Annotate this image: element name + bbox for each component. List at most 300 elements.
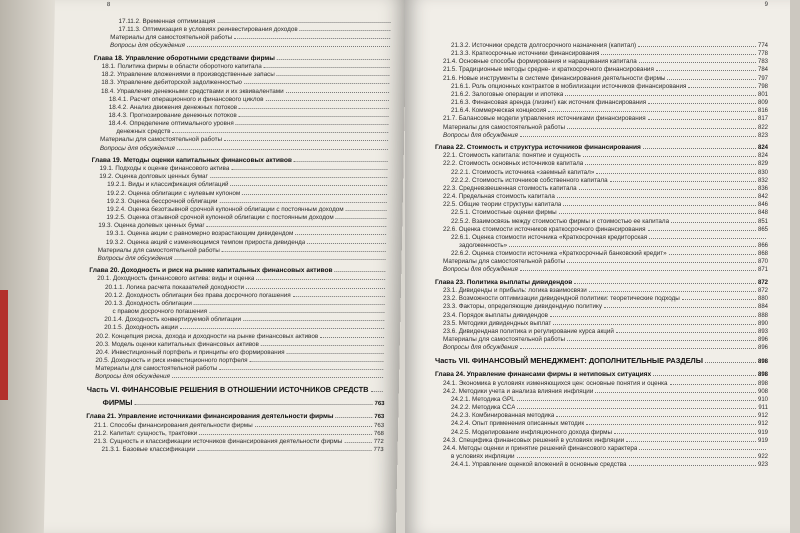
toc-page-number: 893 xyxy=(757,328,768,335)
toc-entry-title: 20.4. Инвестиционный портфель и принципы его формирования xyxy=(95,348,285,356)
toc-entry-title: Часть VI. ФИНАНСОВЫЕ РЕШЕНИЯ В ОТНОШЕНИИ ИСТОЧНИКОВ СРЕДСТВ xyxy=(86,385,369,395)
toc-dot-leader xyxy=(256,279,385,280)
toc-page-number: 898 xyxy=(757,372,768,379)
toc-page-number: 888 xyxy=(757,312,768,319)
toc-dot-leader xyxy=(172,132,388,133)
toc-dot-leader xyxy=(563,205,756,206)
right-page-number: 9 xyxy=(764,2,768,8)
toc-part-heading xyxy=(86,398,384,409)
toc-dot-leader xyxy=(520,270,756,271)
toc-entry-title: 18.4.4. Определение оптимального уровня xyxy=(108,120,234,128)
toc-page-number: 923 xyxy=(757,462,768,469)
toc-entry-title: 20.5. Доходность и риск инвестиционного портфеля xyxy=(95,357,248,364)
toc-page-number: 772 xyxy=(373,439,384,446)
toc-entry-title: Материалы для самостоятельной работы xyxy=(443,335,566,343)
toc-chapter-heading xyxy=(86,413,384,421)
toc-entry xyxy=(435,461,768,469)
toc-entry xyxy=(89,255,387,263)
toc-entry xyxy=(93,71,391,79)
toc-dot-leader xyxy=(688,87,756,88)
toc-entry xyxy=(435,258,768,266)
toc-entry-title: Глава 21. Управление источниками финансирования деятельности фирмы xyxy=(86,413,334,421)
toc-dot-leader xyxy=(194,304,385,305)
toc-dot-leader xyxy=(639,449,766,450)
toc-entry-title: 24.1. Экономика в условиях изменяющихся цен: основные понятия и оценка xyxy=(443,379,668,387)
toc-entry xyxy=(92,112,390,120)
toc-dot-leader xyxy=(670,384,756,385)
toc-entry xyxy=(435,209,768,217)
toc-entry-title: 24.2.5. Моделирование инфляционного дохода фирмы xyxy=(451,428,613,436)
toc-dot-leader xyxy=(207,226,387,227)
toc-page-number: 919 xyxy=(757,437,768,444)
toc-dot-leader xyxy=(210,177,387,178)
toc-dot-leader xyxy=(556,416,756,417)
toc-entry-title: 19.3.1. Оценка акции с равномерно возрастающим дивидендом xyxy=(106,230,294,238)
toc-entry xyxy=(86,422,384,430)
toc-entry-title: 19.2.3. Оценка бессрочной облигации xyxy=(106,197,218,205)
toc-page-number: 871 xyxy=(757,267,768,274)
toc-dot-leader xyxy=(517,457,756,458)
toc-dot-leader xyxy=(250,361,384,362)
toc-entry xyxy=(435,445,768,453)
toc-page-number: 846 xyxy=(757,202,768,209)
toc-page-number: 868 xyxy=(757,251,768,258)
toc-entry-title: с правом досрочного погашения xyxy=(112,308,208,316)
toc-page-number: 817 xyxy=(757,116,768,123)
toc-dot-leader xyxy=(172,377,383,378)
toc-entry xyxy=(435,250,768,258)
toc-entry-title: 21.3.1. Базовые классификации xyxy=(101,446,196,454)
toc-dot-leader xyxy=(265,100,388,101)
toc-entry xyxy=(435,453,768,461)
toc-page-number: 809 xyxy=(757,100,768,107)
toc-page-number: 798 xyxy=(757,83,768,90)
toc-page-number: 784 xyxy=(757,67,768,74)
toc-dot-leader xyxy=(219,202,386,203)
toc-entry xyxy=(435,420,768,428)
toc-entry xyxy=(90,222,388,230)
toc-dot-leader xyxy=(346,210,387,211)
toc-page-number: 824 xyxy=(757,153,768,160)
toc-entry-title: 20.1.3. Доходность облигации xyxy=(104,299,192,307)
toc-dot-leader xyxy=(180,328,384,329)
toc-chapter-heading xyxy=(435,144,768,152)
toc-dot-leader xyxy=(667,79,756,80)
toc-dot-leader xyxy=(335,271,386,272)
toc-dot-leader xyxy=(629,465,756,466)
toc-dot-leader xyxy=(653,375,756,376)
toc-dot-leader xyxy=(550,316,756,317)
toc-entry-title: 21.5. Традиционные методы средне- и краткосрочного финансирования xyxy=(443,66,654,74)
toc-entry xyxy=(435,404,768,412)
toc-entry-title: ФИРМЫ xyxy=(102,398,133,408)
toc-entry-title: Вопросы для обсуждения xyxy=(97,254,173,262)
toc-chapter-heading xyxy=(94,55,392,63)
toc-entry xyxy=(91,173,389,181)
toc-dot-leader xyxy=(574,283,756,284)
toc-dot-leader xyxy=(643,148,756,149)
toc-dot-leader xyxy=(336,218,387,219)
toc-page-number: 912 xyxy=(757,421,768,428)
toc-entry-title: 21.4. Основные способы формирования и наращивания капитала xyxy=(443,58,637,66)
toc-entry xyxy=(92,145,390,153)
toc-entry xyxy=(435,115,768,123)
toc-page-number: 830 xyxy=(757,169,768,176)
toc-entry-title: 21.6.3. Финансовая аренда (лизинг) как источник финансирования xyxy=(451,99,647,107)
toc-entry-title: Глава 19. Методы оценки капитальных финансовых активов xyxy=(91,156,293,164)
toc-dot-leader xyxy=(589,291,756,292)
toc-entry-title: 22.2.1. Стоимость источника «заемный капитал» xyxy=(451,168,595,176)
toc-dot-leader xyxy=(197,450,371,451)
toc-entry xyxy=(87,365,385,373)
left-toc-list xyxy=(85,18,392,455)
toc-dot-leader xyxy=(656,70,756,71)
toc-dot-leader xyxy=(286,92,389,93)
toc-entry xyxy=(435,429,768,437)
toc-entry-title: 24.4.1. Управление оценкой вложений в основные средства xyxy=(451,461,627,469)
toc-page-number: 922 xyxy=(757,454,768,461)
toc-entry xyxy=(89,300,387,308)
toc-entry xyxy=(435,58,768,66)
toc-entry-title: 19.2.5. Оценка отзывной срочной купонной облигации с постоянным доходом xyxy=(106,214,334,222)
toc-dot-leader xyxy=(255,426,372,427)
toc-entry xyxy=(93,79,391,87)
toc-dot-leader xyxy=(616,332,756,333)
toc-entry-title: 21.3.3. Краткосрочные источники финансирования xyxy=(451,50,600,58)
toc-dot-leader xyxy=(243,320,384,321)
toc-entry xyxy=(435,312,768,320)
toc-entry-title: 20.1.5. Доходность акции xyxy=(104,324,179,332)
toc-entry-title: 24.2.3. Комбинированная методика xyxy=(451,412,555,420)
toc-entry-title: 20.1.2. Доходность облигации без права досрочного погашения xyxy=(104,291,291,299)
toc-entry xyxy=(89,292,387,300)
toc-entry-title: Глава 22. Стоимость и структура источников финансирования xyxy=(435,143,641,151)
toc-entry-title: 23.4. Порядок выплаты дивидендов xyxy=(443,311,549,319)
toc-dot-leader xyxy=(557,197,756,198)
toc-entry-title: 21.3.2. Источники средств долгосрочного назначения (капитал) xyxy=(451,42,637,49)
toc-entry-title: 22.2. Стоимость основных источников капитала xyxy=(443,160,584,168)
toc-dot-leader xyxy=(610,181,756,182)
toc-chapter-heading xyxy=(89,267,387,275)
toc-dot-leader xyxy=(370,391,382,392)
toc-dot-leader xyxy=(595,392,756,393)
toc-entry-title: 23.1. Дивиденды и прибыль: логика взаимосвязи xyxy=(443,287,587,295)
toc-dot-leader xyxy=(559,213,756,214)
toc-entry xyxy=(435,132,768,140)
toc-entry xyxy=(435,66,768,74)
toc-entry-title: 22.6. Оценка стоимости источников краткосрочного финансирования xyxy=(443,225,646,233)
toc-page-number: 763 xyxy=(374,401,385,408)
toc-entry-title: 19.3.2. Оценка акций с изменяющимся темпом прироста дивиденда xyxy=(105,238,306,246)
toc-dot-leader xyxy=(682,299,756,300)
toc-dot-leader xyxy=(239,108,389,109)
toc-entry-title: Глава 24. Управление финансами фирмы в нетиповых ситуациях xyxy=(435,371,652,379)
toc-entry-title: Материалы для самостоятельной работы xyxy=(110,34,233,42)
toc-entry xyxy=(435,152,768,160)
toc-page-number: 763 xyxy=(374,414,385,421)
toc-entry-title: 19.1. Подходы к оценке финансового актива xyxy=(99,165,230,173)
toc-dot-leader xyxy=(239,116,389,117)
toc-entry xyxy=(435,91,768,99)
toc-entry xyxy=(435,242,768,250)
toc-dot-leader xyxy=(277,75,390,76)
toc-page-number: 823 xyxy=(757,132,768,139)
toc-dot-leader xyxy=(669,254,756,255)
toc-entry-title: 23.2. Возможности оптимизации дивидендной политики: теоретические подходы xyxy=(443,295,680,303)
toc-entry-title: 22.2.2. Стоимость источников собственного капитала xyxy=(451,176,608,184)
toc-entry-title: Глава 20. Доходность и риск на рынке капитальных финансовых активов xyxy=(89,267,333,275)
toc-entry xyxy=(88,349,386,357)
toc-entry-title: 20.1.4. Доходность конвертируемой облигации xyxy=(104,316,242,324)
toc-page-number: 910 xyxy=(757,397,768,403)
toc-page-number: 912 xyxy=(757,413,768,420)
toc-page-number: 880 xyxy=(757,296,768,303)
toc-dot-leader xyxy=(648,119,756,120)
toc-entry xyxy=(435,99,768,107)
toc-dot-leader xyxy=(187,46,390,47)
toc-entry xyxy=(93,104,391,112)
toc-dot-leader xyxy=(222,251,386,252)
toc-entry-title: 18.4. Управление денежными средствами и их эквивалентами xyxy=(101,87,284,95)
toc-entry xyxy=(90,214,388,222)
toc-entry xyxy=(86,438,384,446)
toc-dot-leader xyxy=(231,185,388,186)
toc-entry-title: 23.6. Дивидендная политика и регулирование курса акций xyxy=(443,327,614,335)
toc-entry xyxy=(435,303,768,311)
toc-entry-title: Глава 18. Управление оборотными средствами фирмы xyxy=(93,54,276,62)
toc-part-heading xyxy=(435,356,768,367)
toc-entry xyxy=(435,218,768,226)
toc-entry-title: 22.5.2. Взаимосвязь между стоимостью фирмы и стоимостью ее капитала xyxy=(451,217,670,225)
toc-entry xyxy=(435,193,768,201)
toc-entry-title: 24.2.2. Методика CCA xyxy=(451,404,516,412)
toc-entry-title: 24.2.1. Методика GPL xyxy=(451,396,515,403)
toc-entry-title: 21.6.2. Залоговые операции и ипотека xyxy=(451,90,564,98)
toc-dot-leader xyxy=(548,111,756,112)
toc-entry-title: Вопросы для обсуждения xyxy=(443,344,518,352)
toc-entry xyxy=(92,120,390,128)
toc-entry xyxy=(435,295,768,303)
toc-entry-title: 17.11.3. Оптимизация в условиях реинвестирования доходов xyxy=(118,26,298,34)
toc-entry-title: 18.3. Управление дебиторской задолженностью xyxy=(101,79,242,87)
toc-entry xyxy=(435,42,768,50)
toc-dot-leader xyxy=(344,442,371,443)
toc-page-number: 763 xyxy=(374,422,385,429)
toc-entry xyxy=(88,316,386,324)
toc-entry-title: денежных средств xyxy=(116,128,171,136)
toc-page-number: 890 xyxy=(757,320,768,327)
toc-entry xyxy=(94,18,392,26)
toc-page-number: 816 xyxy=(757,108,768,115)
toc-entry xyxy=(435,320,768,328)
toc-entry xyxy=(435,388,768,396)
toc-entry xyxy=(435,185,768,193)
toc-dot-leader xyxy=(199,434,372,435)
toc-entry-title: 20.2. Концепция риска, дохода и доходности на рынке финансовых активов xyxy=(95,332,319,340)
toc-entry xyxy=(85,446,383,454)
toc-page-number: 797 xyxy=(757,75,768,82)
toc-entry xyxy=(91,165,389,173)
toc-entry xyxy=(94,26,392,34)
toc-entry xyxy=(87,373,385,381)
toc-dot-leader xyxy=(293,296,385,297)
toc-dot-leader xyxy=(579,189,756,190)
toc-entry-title: 22.5. Общие теории структуры капитала xyxy=(443,201,562,209)
toc-entry xyxy=(94,63,392,71)
toc-dot-leader xyxy=(242,194,387,195)
toc-entry-title: 18.4.2. Анализ движения денежных потоков xyxy=(108,103,238,111)
toc-dot-leader xyxy=(320,337,384,338)
toc-entry xyxy=(87,357,385,365)
toc-page-number: 773 xyxy=(373,447,384,454)
toc-dot-leader xyxy=(517,408,756,409)
toc-entry xyxy=(435,437,768,445)
toc-dot-leader xyxy=(277,59,390,60)
toc-dot-leader xyxy=(219,369,383,370)
toc-entry xyxy=(89,284,387,292)
toc-dot-leader xyxy=(649,238,766,239)
toc-entry-title: 21.1. Способы финансирования деятельности фирмы xyxy=(94,421,253,429)
toc-entry xyxy=(435,201,768,209)
toc-dot-leader xyxy=(236,124,389,125)
toc-page-number: 824 xyxy=(757,144,768,151)
toc-dot-leader xyxy=(264,67,390,68)
toc-entry-title: 21.6. Новые инструменты в системе финансирования деятельности фирмы xyxy=(443,74,666,82)
toc-chapter-heading xyxy=(435,371,768,379)
toc-dot-leader xyxy=(567,262,756,263)
toc-page-number: 870 xyxy=(757,259,768,266)
toc-entry-title: 19.2.2. Оценка облигации с нулевым купоном xyxy=(106,189,241,197)
toc-entry-title: Вопросы для обсуждения xyxy=(99,144,175,152)
toc-dot-leader xyxy=(604,307,756,308)
toc-dot-leader xyxy=(705,362,756,363)
toc-entry-title: 21.6.1. Роль опционных контрактов в мобилизации источников финансирования xyxy=(451,82,687,90)
toc-dot-leader xyxy=(261,345,384,346)
toc-entry-title: 24.2. Методики учета и анализа влияния инфляции xyxy=(443,387,594,395)
toc-entry xyxy=(435,266,768,274)
toc-page-number: 919 xyxy=(757,429,768,436)
toc-page-number: 822 xyxy=(757,124,768,131)
toc-entry-title: задолженность» xyxy=(459,242,508,249)
left-page xyxy=(44,0,407,533)
toc-part-heading xyxy=(87,385,385,394)
toc-page-number: 851 xyxy=(757,218,768,225)
toc-entry xyxy=(91,181,389,189)
toc-page-number: 783 xyxy=(757,59,768,66)
toc-entry xyxy=(435,287,768,295)
toc-entry xyxy=(435,336,768,344)
toc-entry xyxy=(435,169,768,177)
toc-dot-leader xyxy=(567,340,756,341)
toc-entry xyxy=(92,136,390,144)
toc-entry xyxy=(91,198,389,206)
toc-entry-title: 19.3. Оценка долевых ценных бумаг xyxy=(98,222,205,230)
toc-entry-title: 19.2.4. Оценка безотзывной срочной купонной облигации с постоянным доходом xyxy=(106,205,344,213)
toc-dot-leader xyxy=(244,83,389,84)
toc-entry-title: 22.6.1. Оценка стоимости источника «Краткосрочная кредиторская xyxy=(451,233,648,241)
toc-dot-leader xyxy=(217,22,390,23)
toc-entry-title: Материалы для самостоятельной работы xyxy=(443,258,566,266)
toc-chapter-heading xyxy=(92,157,390,165)
toc-dot-leader xyxy=(639,62,756,63)
toc-entry-title: Вопросы для обсуждения xyxy=(443,266,518,274)
toc-dot-leader xyxy=(300,30,391,31)
toc-entry-title: 21.3. Сущность и классификации источников финансирования деятельности фирмы xyxy=(93,438,343,446)
toc-entry xyxy=(435,124,768,132)
toc-page-number: 842 xyxy=(757,194,768,201)
toc-entry-title: Материалы для самостоятельной работы xyxy=(95,365,218,373)
toc-page-number: 801 xyxy=(757,91,768,98)
toc-entry-title: Материалы для самостоятельной работы xyxy=(97,246,220,254)
toc-entry xyxy=(435,344,768,352)
toc-entry xyxy=(94,42,392,50)
toc-entry xyxy=(93,96,391,104)
toc-entry xyxy=(435,83,768,91)
toc-page-number: 884 xyxy=(757,304,768,311)
toc-entry xyxy=(435,107,768,115)
toc-dot-leader xyxy=(224,140,388,141)
toc-entry xyxy=(88,324,386,332)
toc-entry xyxy=(88,308,386,316)
toc-dot-leader xyxy=(583,156,756,157)
toc-dot-leader xyxy=(596,173,756,174)
toc-dot-leader xyxy=(174,259,385,260)
toc-dot-leader xyxy=(294,161,388,162)
toc-page-number: 872 xyxy=(757,279,768,286)
toc-dot-leader xyxy=(565,95,756,96)
red-bookmark xyxy=(0,290,8,400)
toc-entry xyxy=(435,328,768,336)
toc-entry xyxy=(90,247,388,255)
toc-entry-title: Вопросы для обсуждения xyxy=(443,131,518,139)
toc-entry xyxy=(435,234,768,242)
toc-entry-title: 18.1. Политика фирмы в области оборотного капитала xyxy=(101,63,262,71)
left-page-number: 8 xyxy=(106,2,111,8)
toc-page-number: 872 xyxy=(757,288,768,295)
toc-dot-leader xyxy=(520,136,756,137)
toc-dot-leader xyxy=(520,348,756,349)
toc-entry-title: Вопросы для обсуждения xyxy=(95,373,171,381)
toc-entry xyxy=(92,128,390,136)
toc-dot-leader xyxy=(295,234,386,235)
toc-entry xyxy=(91,190,389,198)
toc-entry xyxy=(89,275,387,283)
toc-entry-title: 22.3. Средневзвешенная стоимость капитала xyxy=(443,184,577,192)
toc-dot-leader xyxy=(231,169,387,170)
toc-page-number: 866 xyxy=(757,243,768,249)
toc-page-number: 836 xyxy=(757,185,768,192)
toc-entry-title: 19.2.1. Виды и классификация облигаций xyxy=(107,181,229,189)
toc-entry xyxy=(90,239,388,247)
toc-entry xyxy=(90,230,388,238)
right-toc-list xyxy=(435,42,768,469)
toc-entry-title: 21.6.4. Коммерческая концессия xyxy=(451,107,547,115)
toc-entry-title: 17.11.2. Временная оптимизация xyxy=(118,18,216,25)
toc-dot-leader xyxy=(134,404,372,405)
toc-page-number: 911 xyxy=(758,405,768,412)
toc-entry-title: 20.1. Доходность финансового актива: виды и оценка xyxy=(97,275,255,283)
toc-dot-leader xyxy=(209,312,384,313)
toc-dot-leader xyxy=(307,243,386,244)
toc-entry-title: 18.2. Управление вложениями в производственные запасы xyxy=(101,71,275,79)
toc-entry-title: 18.4.3. Прогнозирование денежных потоков xyxy=(108,111,237,119)
toc-page-number: 848 xyxy=(757,210,768,217)
toc-entry-title: Вопросы для обсуждения xyxy=(109,42,185,50)
toc-entry-title: 20.1.1. Логика расчета показателей доходности xyxy=(104,283,245,291)
toc-dot-leader xyxy=(567,128,756,129)
toc-dot-leader xyxy=(626,441,756,442)
toc-entry xyxy=(86,430,384,438)
